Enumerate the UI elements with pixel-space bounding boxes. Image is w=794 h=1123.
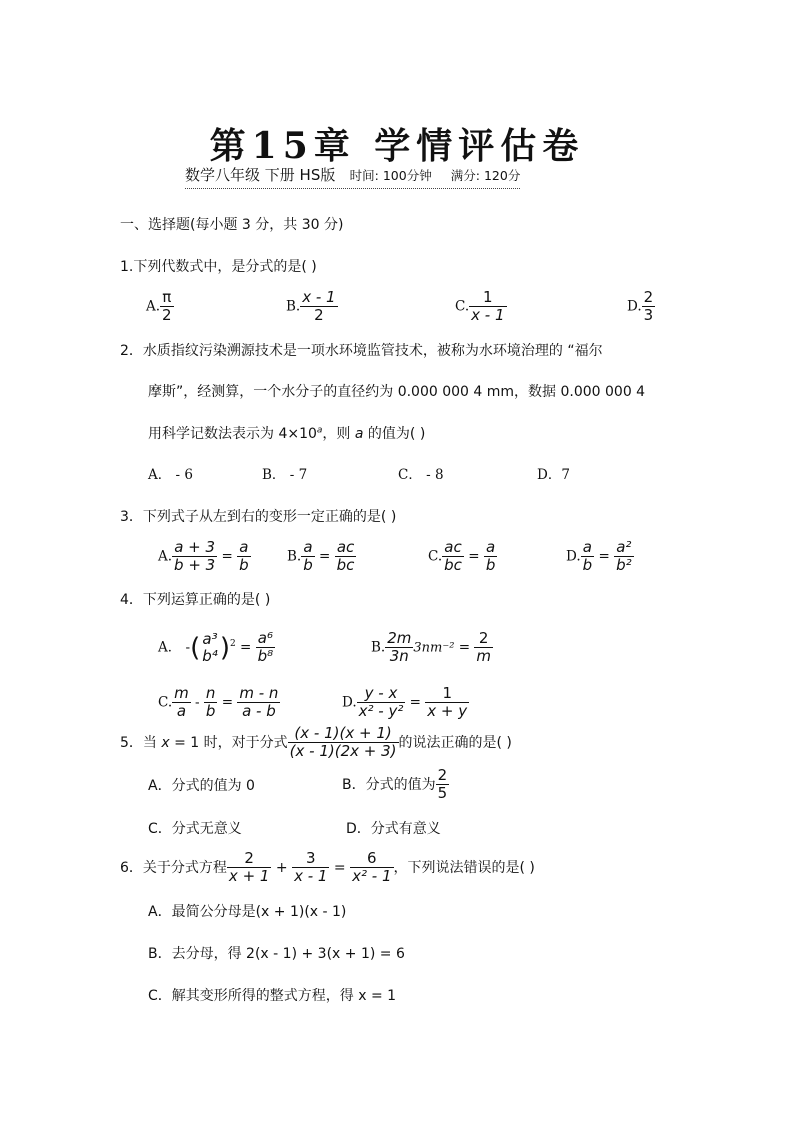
question-3-option-c: C. $\frac{ac}{bc}$ = $\frac{a}{b}$ bbox=[428, 538, 496, 575]
question-1-option-b: B. $\frac{x - 1}{2}$ bbox=[286, 288, 336, 325]
subtitle-score: 满分: 120分 bbox=[450, 168, 521, 183]
question-4-option-c: C. $\frac{m}{a}$ - $\frac{n}{b}$ = $\frac{m - n}{a - b}$ bbox=[158, 684, 279, 721]
question-5-option-d: D．分式有意义 bbox=[346, 821, 441, 837]
subtitle-time: 时间: 100分钟 bbox=[349, 168, 432, 183]
question-2-option-c: C． - 8 bbox=[398, 467, 444, 483]
question-5-option-b: B．分式的值为 $\frac{2}{5}$ bbox=[342, 766, 448, 803]
question-3-option-b: B. $\frac{a}{b}$ = $\frac{ac}{bc}$ bbox=[287, 538, 355, 575]
question-3-option-d: D. $\frac{a}{b}$ = $\frac{\text{a²}}{\text{b²}}$ bbox=[566, 538, 632, 575]
question-2-option-b: B． - 7 bbox=[262, 467, 308, 483]
question-2-line-2: 摩斯”，经测算，一个水分子的直径约为 0.000 000 4 mm，数据 0.000 000 4 bbox=[148, 384, 646, 400]
question-4-option-b: B. $\frac{2m}{3n}$ 3nm⁻² = $\frac{2}{m}$ bbox=[371, 629, 491, 666]
page-subtitle bbox=[185, 164, 520, 189]
question-6-option-c: C．解其变形所得的整式方程，得 x = 1 bbox=[148, 988, 397, 1004]
question-5-option-c: C．分式无意义 bbox=[148, 821, 242, 837]
question-3-option-a: A. $\frac{a + 3}{b + 3}$ = $\frac{a}{b}$ bbox=[158, 538, 249, 575]
question-6-option-a: A．最简公分母是(x + 1)(x - 1) bbox=[148, 904, 347, 920]
question-2-option-a: A． - 6 bbox=[148, 467, 193, 483]
question-5-option-a: A．分式的值为 0 bbox=[148, 778, 255, 794]
question-2-line-3: 用科学记数法表示为 $4\times 10^a$，则 a 的值为( ) bbox=[148, 425, 426, 442]
question-1-stem: 1.下列代数式中，是分式的是( ) bbox=[120, 259, 317, 275]
question-1-option-d: D. $\frac{2}{3}$ bbox=[627, 288, 654, 325]
section-heading: 一、选择题(每小题 3 分，共 30 分) bbox=[120, 217, 344, 233]
page-title: 第15章 学情评估卷 bbox=[209, 125, 585, 167]
question-3-stem: 3．下列式子从左到右的变形一定正确的是( ) bbox=[120, 509, 397, 525]
subtitle-course: 数学八年级 下册 HS版 bbox=[185, 166, 336, 184]
question-5-stem: 5．当 x = 1 时，对于分式 $\frac{(x - 1)(x + 1)}{(x - 1)(2x + 3)}$ 的说法正确的是( ) bbox=[120, 724, 512, 761]
question-6-stem: 6．关于分式方程 $\frac{2}{x + 1}$ + $\frac{3}{x - 1}$ = $\frac{6}{\text{x² - 1}}$ ，下列说法错误的是( ) bbox=[120, 849, 535, 886]
question-2-option-d: D．7 bbox=[537, 467, 570, 483]
question-1-option-a: A. $\frac{\pi}{2}$ bbox=[146, 288, 172, 325]
question-1-option-c: C. $\frac{1}{x - 1}$ bbox=[455, 288, 505, 325]
question-4-option-a: A． -( a³ b⁴ )$^2$ = $\frac{\text{a⁶}}{\text{b⁸}}$ bbox=[158, 629, 274, 666]
question-2-line-1: 2．水质指纹污染溯源技术是一项水环境监管技术，被称为水环境治理的 “福尔 bbox=[120, 343, 603, 359]
question-4-option-d: D. $\frac{y - x}{\text{x² - y²}}$ = $\frac{1}{x + y}$ bbox=[342, 684, 468, 721]
question-6-option-b: B．去分母，得 2(x - 1) + 3(x + 1) = 6 bbox=[148, 946, 405, 962]
question-4-stem: 4．下列运算正确的是( ) bbox=[120, 592, 271, 608]
